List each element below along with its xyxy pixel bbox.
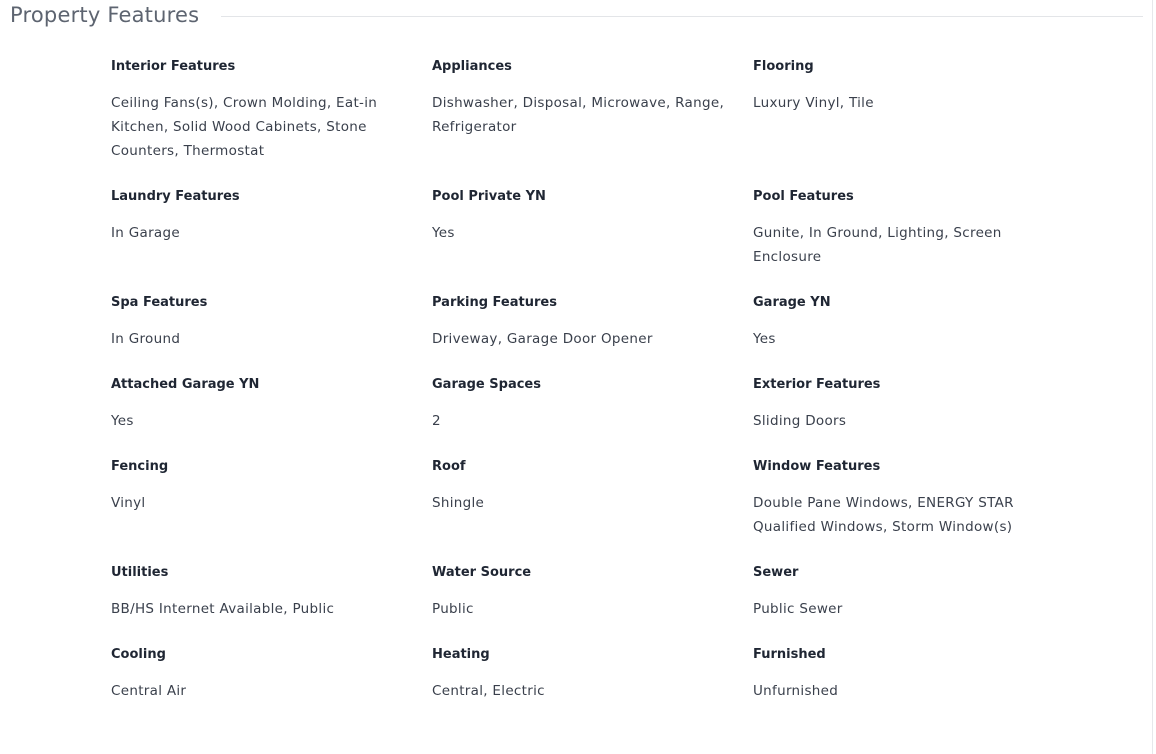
feature-label: Laundry Features [111,189,240,204]
feature-flooring [753,59,1073,189]
feature-value: Yes [753,331,776,347]
feature-value: Central, Electric [432,683,545,699]
feature-label: Water Source [432,565,532,580]
feature-value: Luxury Vinyl, Tile [753,95,874,111]
section-header [10,0,1143,30]
feature-pool-features [753,189,1073,295]
feature-value: Yes [111,413,134,429]
feature-label: Utilities [111,565,169,580]
feature-appliances [432,59,753,189]
feature-utilities [111,565,432,647]
feature-label: Sewer [753,565,799,580]
feature-roof [432,459,753,565]
feature-value: Vinyl [111,495,146,511]
feature-spa-features [111,295,432,377]
feature-value: Driveway, Garage Door Opener [432,331,653,347]
feature-exterior-features [753,377,1073,459]
feature-label: Pool Private YN [432,189,546,204]
feature-furnished [753,647,1073,729]
feature-value: Ceiling Fans(s), Crown Molding, Eat-in Kitchen, Solid Wood Cabinets, Stone Counters, Thermostat [111,95,378,159]
feature-label: Interior Features [111,59,236,74]
feature-label: Roof [432,459,466,474]
feature-value: Yes [432,225,455,241]
feature-grid [111,59,1091,729]
feature-value: Double Pane Windows, ENERGY STAR Qualified Windows, Storm Window(s) [753,495,1014,535]
section-title: Property Features [10,3,200,27]
panel-edge-divider [1152,0,1153,754]
feature-garage-spaces [432,377,753,459]
feature-label: Attached Garage YN [111,377,260,392]
feature-label: Exterior Features [753,377,881,392]
feature-label: Cooling [111,647,166,662]
feature-value: Gunite, In Ground, Lighting, Screen Enclosure [753,225,1002,265]
feature-value: In Ground [111,331,181,347]
feature-label: Window Features [753,459,881,474]
section-divider [221,16,1143,17]
feature-water-source [432,565,753,647]
feature-heating [432,647,753,729]
feature-value: Public [432,601,474,617]
feature-label: Parking Features [432,295,557,310]
feature-value: Dishwasher, Disposal, Microwave, Range, Refrigerator [432,95,725,135]
feature-value: Public Sewer [753,601,843,617]
feature-value: 2 [432,413,441,429]
feature-value: Central Air [111,683,187,699]
feature-label: Appliances [432,59,512,74]
feature-value: Unfurnished [753,683,839,699]
feature-fencing [111,459,432,565]
feature-pool-private-yn [432,189,753,295]
feature-window-features [753,459,1073,565]
feature-label: Garage Spaces [432,377,541,392]
feature-value: BB/HS Internet Available, Public [111,601,335,617]
feature-label: Fencing [111,459,169,474]
feature-sewer [753,565,1073,647]
feature-laundry-features [111,189,432,295]
feature-interior-features [111,59,432,189]
feature-garage-yn [753,295,1073,377]
feature-label: Garage YN [753,295,831,310]
feature-attached-garage-yn [111,377,432,459]
feature-cooling [111,647,432,729]
feature-value: Shingle [432,495,485,511]
feature-label: Furnished [753,647,826,662]
feature-label: Spa Features [111,295,208,310]
feature-value: Sliding Doors [753,413,847,429]
feature-parking-features [432,295,753,377]
feature-label: Pool Features [753,189,854,204]
feature-label: Heating [432,647,490,662]
feature-label: Flooring [753,59,814,74]
feature-value: In Garage [111,225,180,241]
